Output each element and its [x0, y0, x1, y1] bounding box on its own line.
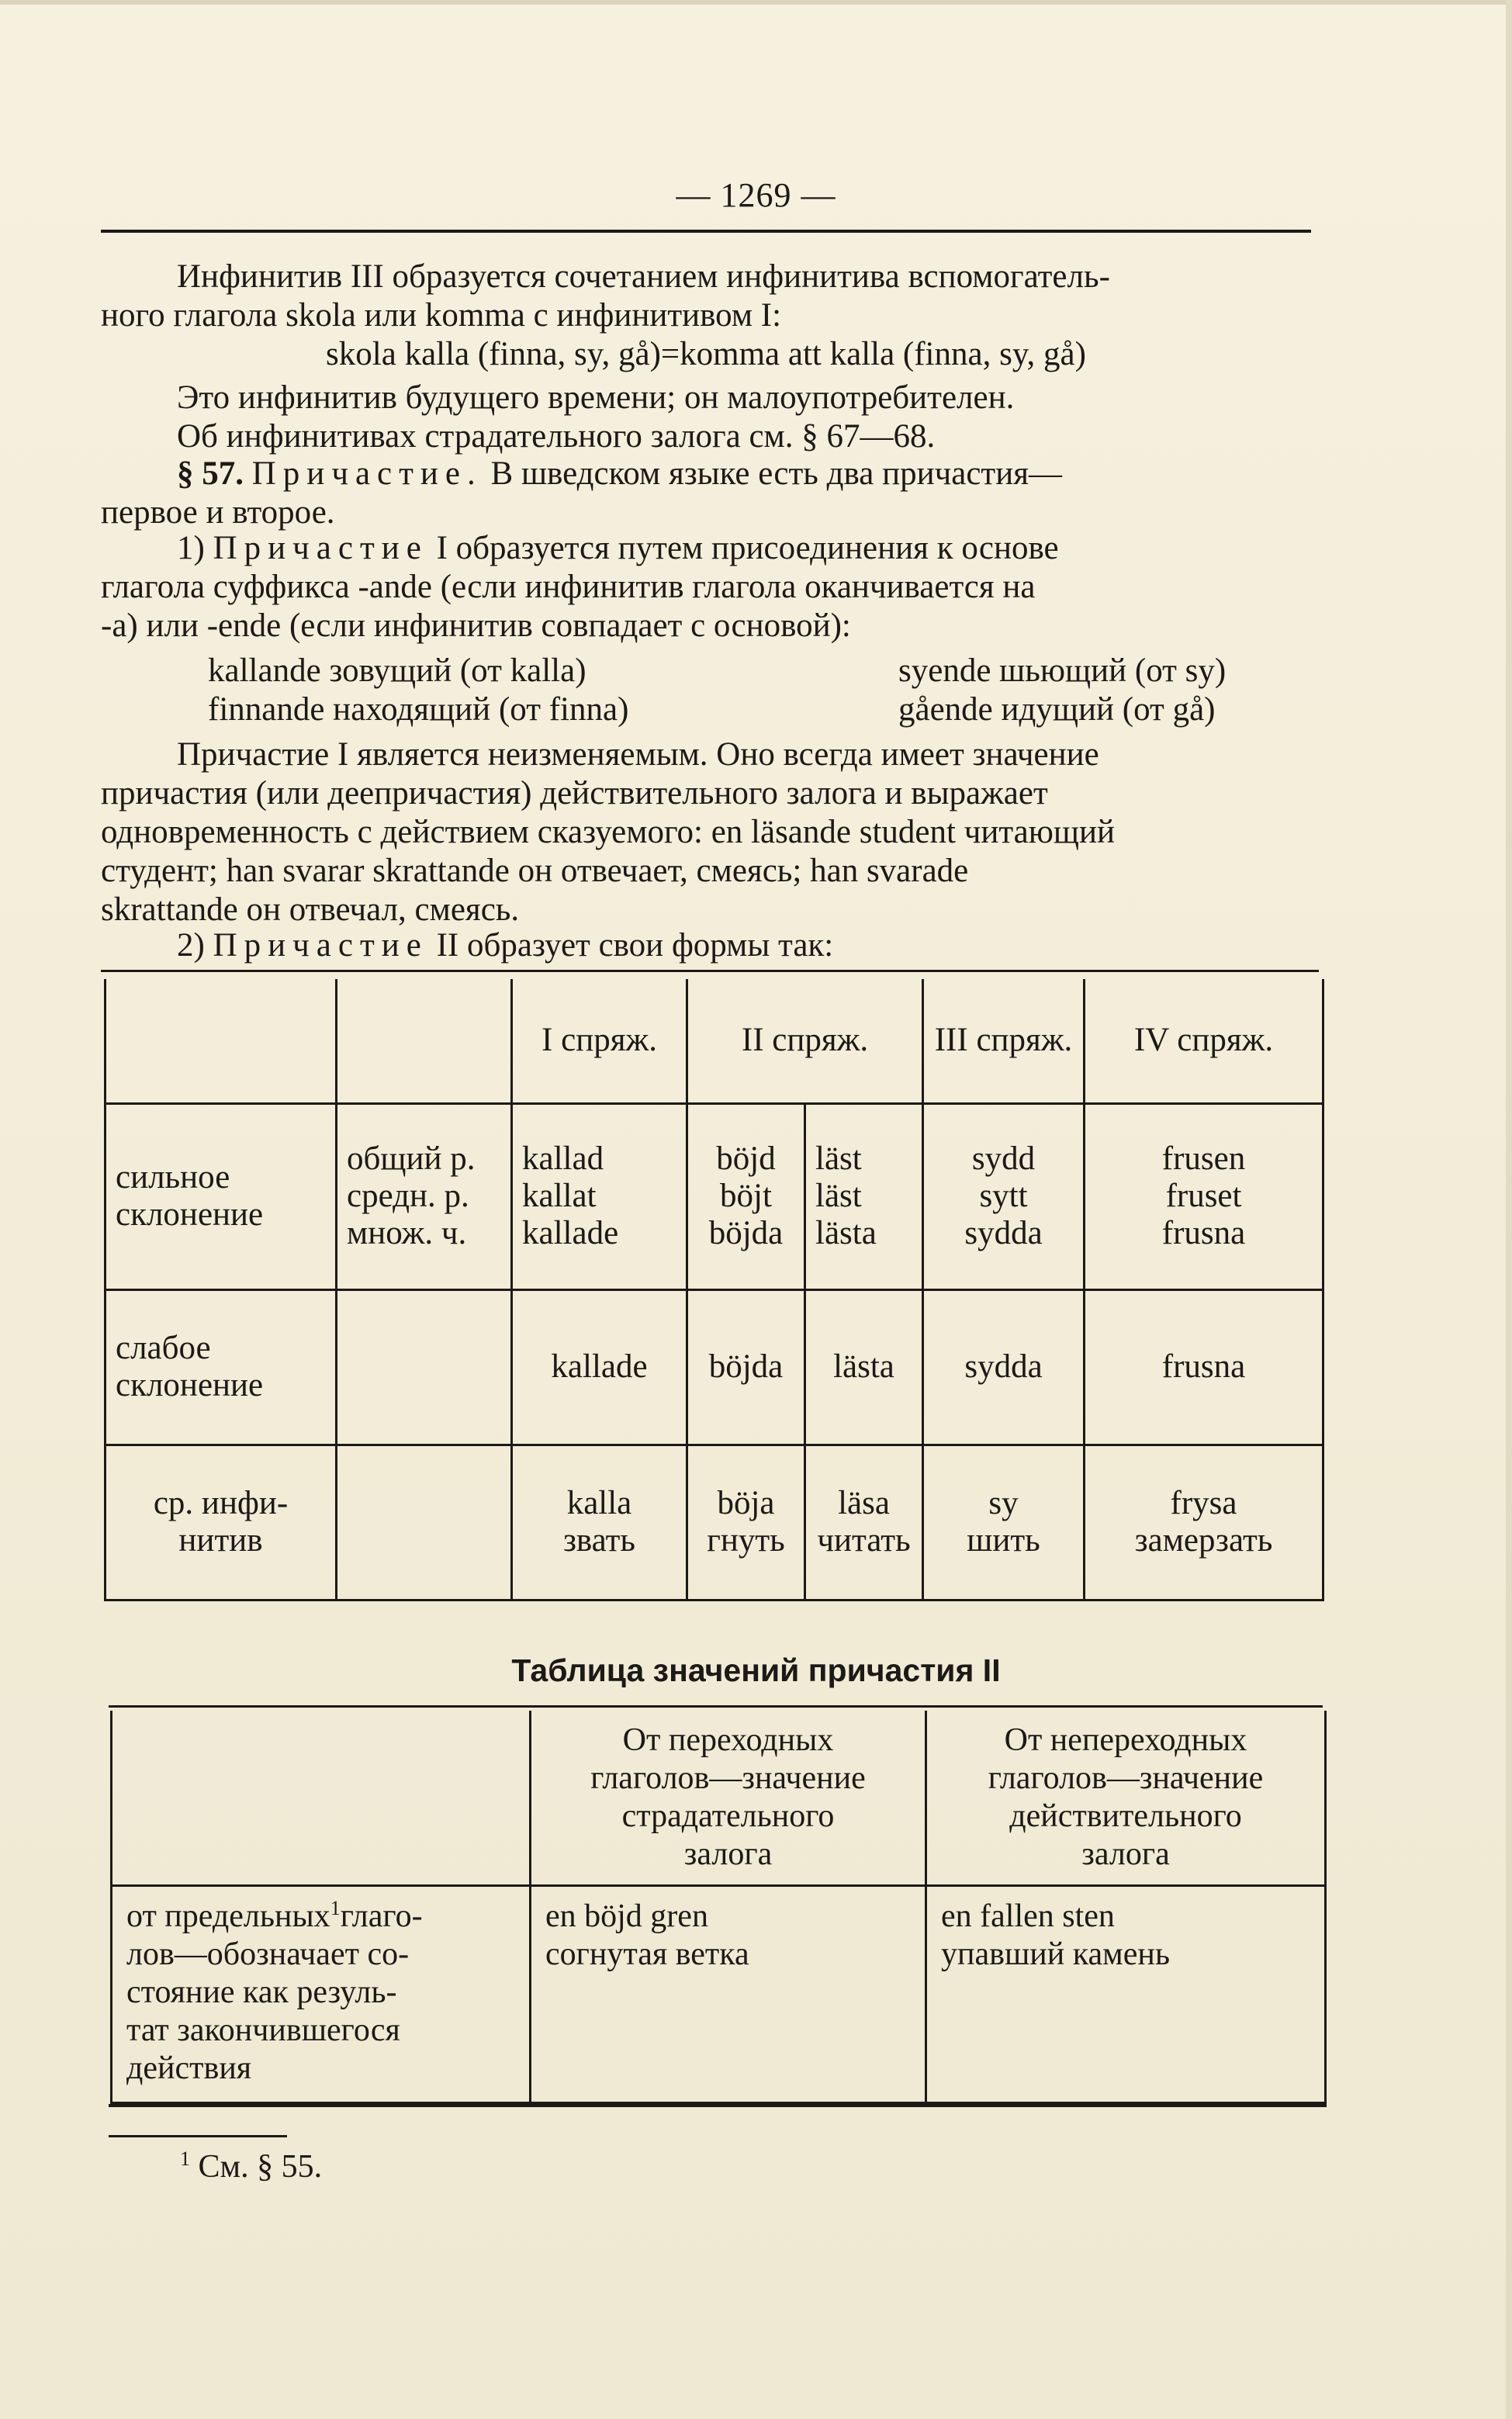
row-label-line: склонение — [116, 1367, 264, 1403]
paragraph-participle-2 — [101, 926, 1311, 965]
table-rule — [101, 970, 1319, 972]
word-form: böjda — [687, 1289, 805, 1445]
page-edge — [1506, 0, 1512, 2419]
header-line: глаголов—значение — [988, 1760, 1264, 1796]
word-translation: гнуть — [707, 1522, 785, 1559]
text-line: причастия (или деепричастия) действительного залога и выражает — [101, 775, 1048, 812]
table-cell — [512, 1445, 687, 1600]
example-line: syende шьющий (от sy) — [898, 652, 1227, 689]
table-cell — [923, 1445, 1085, 1600]
table-cell — [106, 979, 337, 1103]
word-form: kallat — [522, 1178, 597, 1214]
word-form: kalla — [566, 1485, 632, 1521]
row-label-line: слабое — [116, 1330, 211, 1366]
table-cell — [805, 1445, 923, 1600]
word-form: frusna — [1161, 1215, 1246, 1251]
section-number: § 57. — [177, 455, 244, 492]
table-cell — [923, 1103, 1085, 1289]
page-number: — 1269 — — [676, 176, 836, 214]
row-label — [106, 1445, 337, 1600]
row-label-line: лов—обозначает со- — [126, 1936, 410, 1972]
form-label: множ. ч. — [347, 1215, 467, 1251]
page-edge — [0, 0, 1512, 5]
text-line: Инфинитив III образуется сочетанием инфинитива вспомогатель- — [177, 258, 1110, 295]
paragraph-infinitive-3 — [101, 258, 1311, 374]
row-label — [112, 1886, 531, 2103]
table-row-infinitive — [106, 1445, 1323, 1600]
header-line: От непереходных — [1004, 1722, 1247, 1758]
word-form: sydda — [964, 1215, 1043, 1251]
word-form: sytt — [979, 1178, 1028, 1214]
table-title: Таблица значений причастия II — [511, 1652, 1001, 1688]
word-form: fruset — [1165, 1178, 1242, 1214]
section-heading-line — [101, 455, 1311, 493]
table-cell — [687, 1445, 805, 1600]
participle-2-meanings-table — [110, 1711, 1327, 2104]
example-left — [208, 652, 628, 729]
word-form: frusen — [1161, 1140, 1246, 1177]
example-line: упавший камень — [941, 1936, 1171, 1972]
header-line: глаголов—значение — [590, 1760, 866, 1796]
item-number: 1) — [177, 530, 205, 566]
column-header: IV спряж. — [1085, 979, 1323, 1103]
footnote-ref: 1 — [330, 1897, 341, 1919]
row-label-line — [126, 1898, 515, 1936]
column-header: I спряж. — [512, 979, 687, 1103]
row-label — [106, 1289, 337, 1445]
section-term: Причастие. — [251, 455, 483, 492]
table-row-strong — [106, 1103, 1323, 1289]
paragraph-future-note — [101, 379, 1311, 456]
footnote-marker: 1 — [180, 2147, 190, 2170]
column-header: II спряж. — [687, 979, 923, 1103]
text-span: от предельных — [126, 1898, 330, 1934]
table-cell — [337, 979, 512, 1103]
text-span: I образуется путем присоединения к основе — [436, 530, 1059, 566]
text-line: студент; han svarar skrattande он отвечает, смеясь; han svarade — [101, 853, 969, 889]
form-label: общий р. — [347, 1140, 476, 1177]
text-span: глаго- — [340, 1898, 423, 1934]
row-label-line: склонение — [116, 1196, 264, 1233]
word-form: böjt — [720, 1178, 772, 1214]
word-form: kallade — [512, 1289, 687, 1445]
table-cell — [805, 1103, 923, 1289]
word-form: lästa — [815, 1215, 877, 1251]
text-line: Это инфинитив будущего времени; он малоупотребителен. — [177, 379, 1015, 416]
word-form: sydda — [923, 1289, 1085, 1445]
participle-2-forms-table — [104, 979, 1324, 1601]
text-line: -a) или -ende (если инфинитив совпадает с основой): — [101, 607, 851, 644]
example-line: en fallen sten — [941, 1898, 1115, 1934]
footnote — [180, 2147, 322, 2186]
example-line: skola kalla (finna, sy, gå)=komma att kalla (finna, sy, gå) — [326, 336, 1086, 372]
text-line: skrattande он отвечал, смеясь. — [101, 891, 520, 928]
column-header-transitive — [531, 1711, 926, 1886]
text-line — [101, 926, 1311, 965]
word-form: böjda — [708, 1215, 784, 1251]
row-label-line: нитив — [178, 1522, 263, 1559]
section-57 — [101, 455, 1311, 532]
text-line: Причастие I является неизменяемым. Оно всегда имеет значение — [177, 736, 1099, 773]
header-line: действительного — [1009, 1798, 1242, 1834]
table-rule — [109, 2104, 1327, 2107]
word-translation: замерзать — [1134, 1522, 1273, 1559]
word-form: lästa — [805, 1289, 923, 1445]
row-label-line: тат закончившегося — [126, 2012, 400, 2048]
word-translation: шить — [967, 1522, 1040, 1559]
row-label-line: ср. инфи- — [153, 1485, 289, 1521]
word-form: läst — [815, 1140, 862, 1177]
row-label — [106, 1103, 337, 1289]
column-header: III спряж. — [923, 979, 1085, 1103]
word-form: sydd — [971, 1140, 1036, 1177]
text-line — [101, 529, 1311, 568]
header-line: От переходных — [622, 1722, 834, 1758]
form-label: средн. р. — [347, 1178, 469, 1214]
header-line: залога — [1081, 1836, 1170, 1872]
example-line: gående идущий (от gå) — [898, 691, 1216, 728]
row-label-line: стояние как резуль- — [126, 1974, 397, 2010]
table-cell — [687, 1103, 805, 1289]
term: Причастие — [213, 530, 428, 566]
word-form: kallade — [522, 1215, 619, 1251]
table-rule — [109, 1705, 1323, 1708]
text-line: Об инфинитивах страдательного залога см. § 67—68. — [177, 418, 936, 455]
table-header-row — [106, 979, 1323, 1103]
header-line: страдательного — [621, 1798, 835, 1834]
word-translation: читать — [817, 1522, 911, 1559]
word-form: böjd — [716, 1140, 776, 1177]
text-span: В шведском языке есть два причастия— — [490, 455, 1062, 492]
paragraph-participle-1 — [101, 529, 1311, 645]
table-row-weak — [106, 1289, 1323, 1445]
header-line: залога — [683, 1836, 773, 1872]
word-form: läsa — [838, 1485, 890, 1521]
text-line: ного глагола skola или komma с инфинитивом I: — [101, 297, 782, 334]
word-form: frysa — [1170, 1485, 1237, 1521]
text-span: II образует свои формы так: — [436, 927, 834, 964]
item-number: 2) — [177, 927, 205, 964]
paragraph-participle-1-usage — [101, 735, 1311, 929]
table-cell — [112, 1711, 531, 1886]
word-form: sy — [988, 1485, 1019, 1521]
table-cell — [1085, 1103, 1323, 1289]
table-row — [112, 1886, 1326, 2103]
footnote-rule — [109, 2135, 287, 2137]
footnote-text: См. § 55. — [198, 2149, 323, 2185]
word-form: böja — [717, 1485, 775, 1521]
table-cell — [337, 1289, 512, 1445]
table-cell — [926, 1886, 1326, 2103]
term: Причастие — [213, 927, 428, 964]
text-line: первое и второе. — [101, 494, 335, 531]
row-label-line: сильное — [116, 1159, 230, 1196]
text-line: глагола суффикса -ande (если инфинитив глагола оканчивается на — [101, 569, 1036, 605]
word-translation: звать — [562, 1522, 636, 1559]
column-header-intransitive — [926, 1711, 1326, 1886]
example-line: согнутая ветка — [545, 1936, 749, 1972]
word-form: läst — [815, 1178, 862, 1214]
example-line: en böjd gren — [545, 1898, 708, 1934]
header-rule — [101, 230, 1311, 233]
word-form: kallad — [522, 1140, 604, 1177]
table-cell — [512, 1103, 687, 1289]
word-form: frusna — [1085, 1289, 1323, 1445]
table-cell — [337, 1445, 512, 1600]
example-line: finnande находящий (от finna) — [208, 691, 629, 728]
text-line: одновременность с действием сказуемого: en läsande student читающий — [101, 814, 1115, 850]
table-cell — [531, 1886, 926, 2103]
row-label-line: действия — [126, 2050, 252, 2086]
example-line: kallande зовущий (от kalla) — [208, 652, 586, 689]
example-right — [898, 652, 1226, 729]
table-header-row — [112, 1711, 1326, 1886]
form-labels — [337, 1103, 512, 1289]
table-cell — [1085, 1445, 1323, 1600]
